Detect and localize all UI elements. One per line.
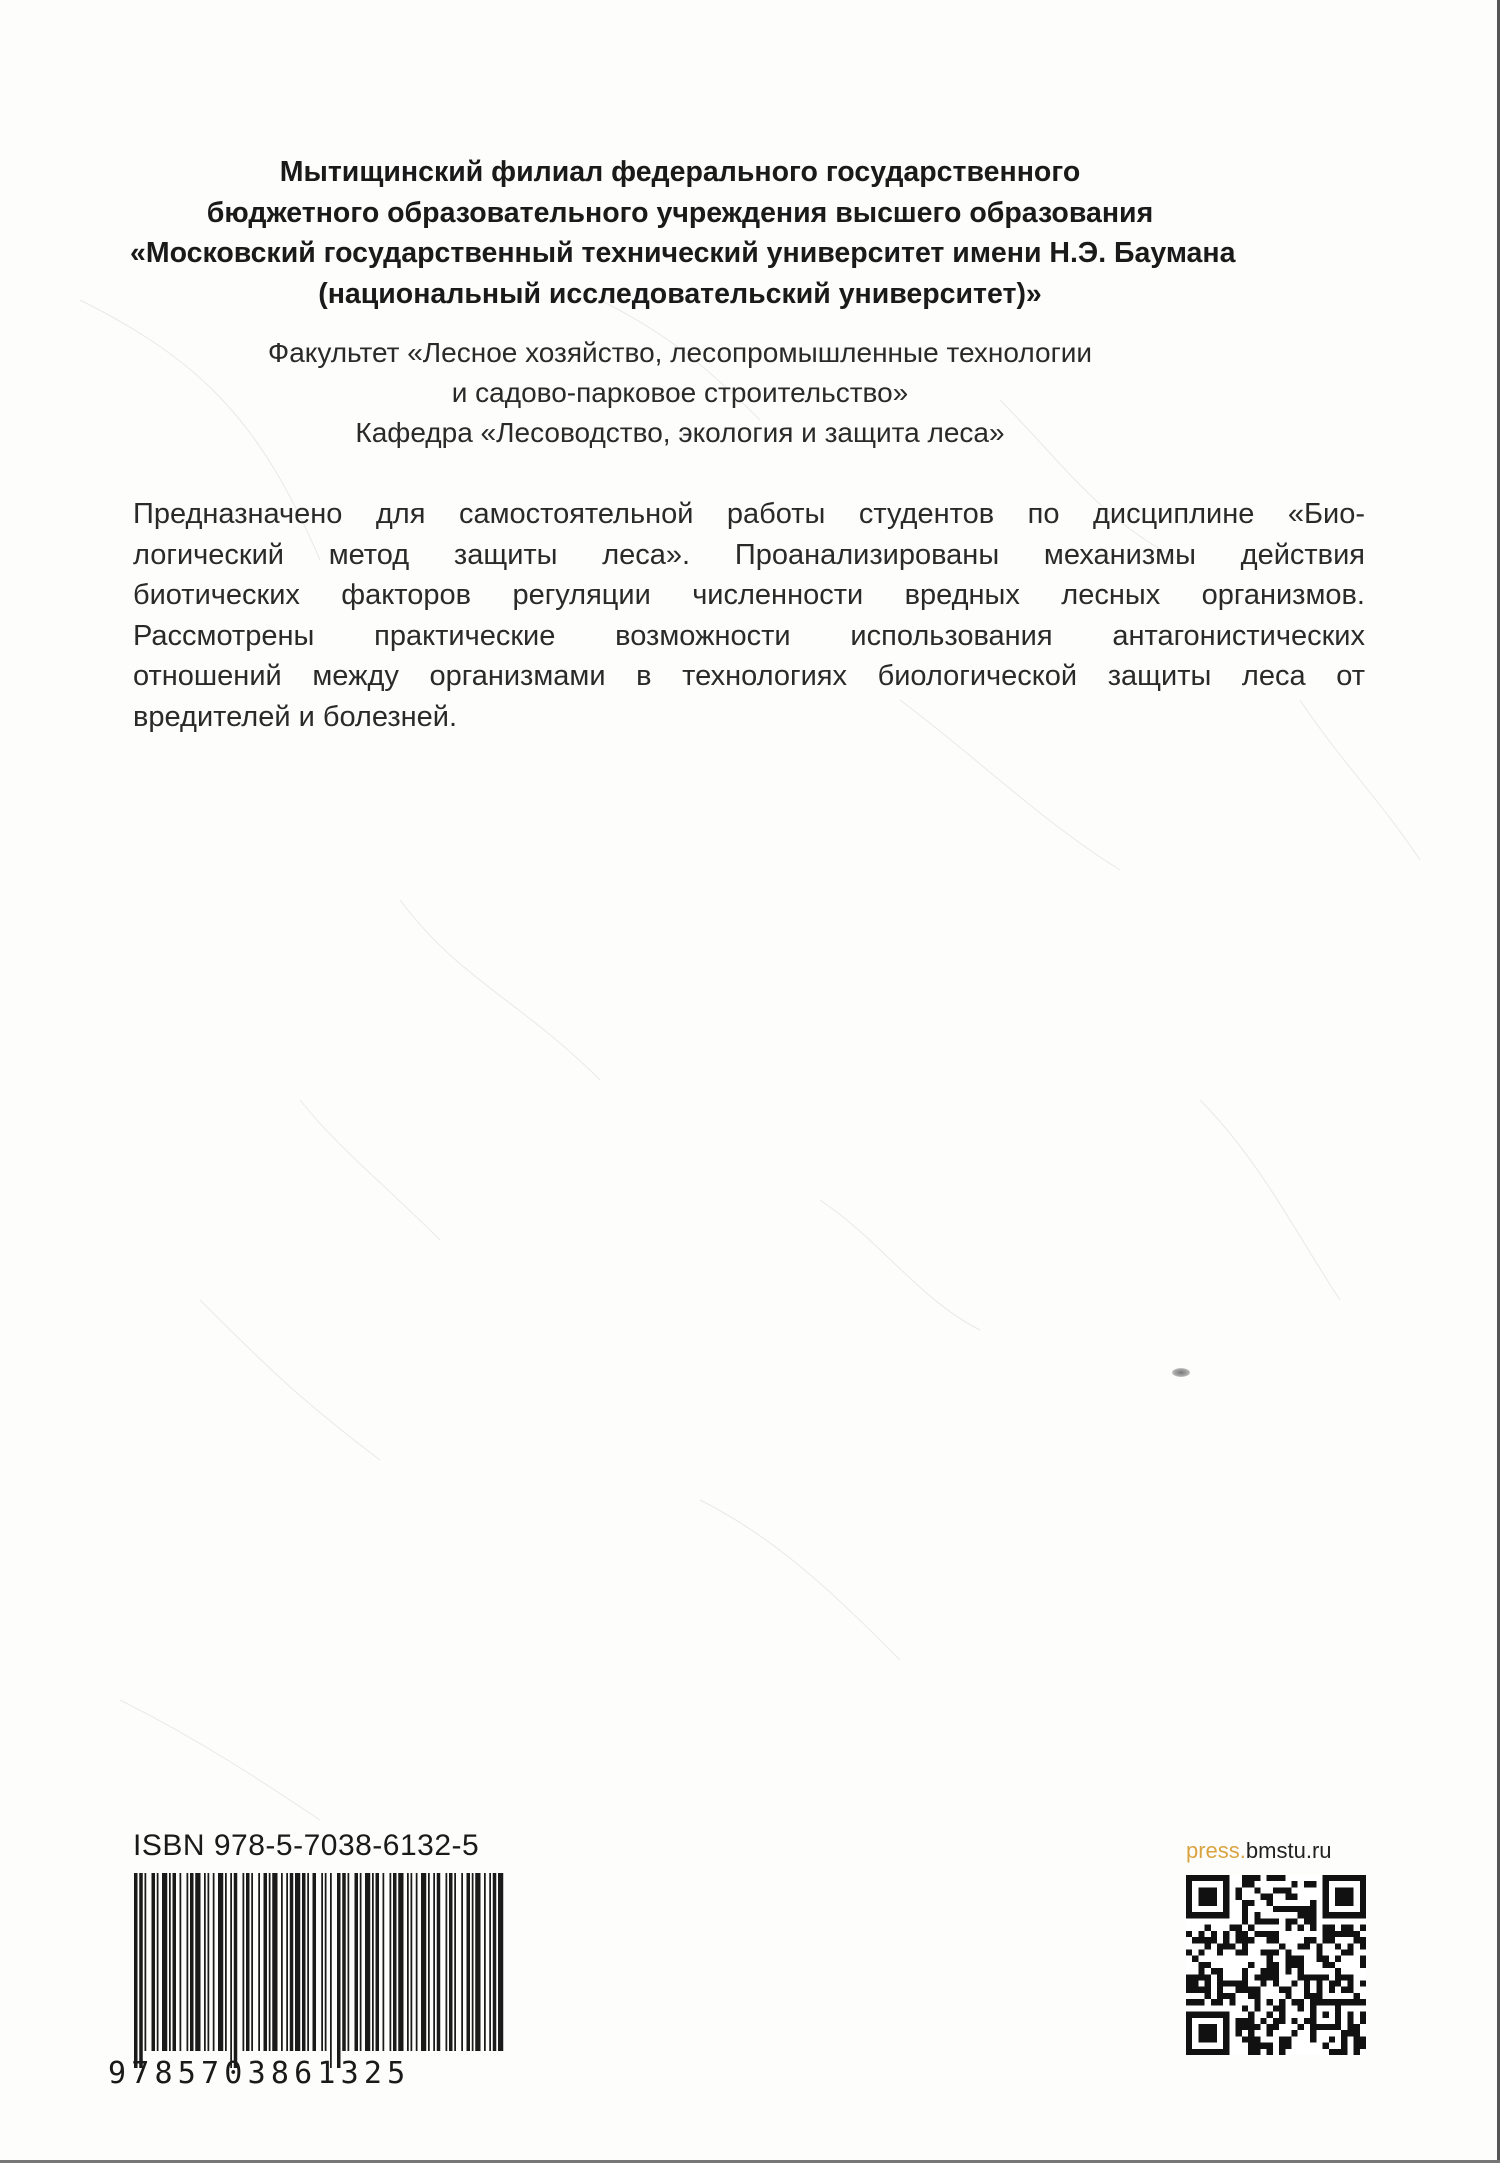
institution-header <box>130 152 1236 314</box>
header-line: (национальный исследовательский университет)» <box>318 277 1042 310</box>
barcode-digits: 9785703861325 <box>108 2056 411 2091</box>
isbn-label: ISBN 978-5-7038-6132-5 <box>133 1829 480 1862</box>
abstract-line: отношений между организмами в технологиях биологической защиты леса от <box>133 660 1365 692</box>
faculty-line: Факультет «Лесное хозяйство, лесопромышленные технологии <box>267 337 1093 368</box>
department-line: Кафедра «Лесоводство, экология и защита леса» <box>355 417 1005 448</box>
abstract-line: Рассмотрены практические возможности использования антагонистических <box>133 619 1365 652</box>
publisher-website[interactable] <box>1186 1838 1332 1864</box>
abstract-paragraph <box>133 494 1365 737</box>
barcode-icon <box>134 1873 504 2068</box>
abstract-line: вредителей и болезней. <box>133 700 458 733</box>
website-domain: bmstu.ru <box>1245 1838 1332 1863</box>
paper-speck <box>1172 1368 1190 1377</box>
faculty-info <box>130 333 1230 453</box>
faculty-line: и садово-парковое строительство» <box>451 377 909 408</box>
abstract-line: биотических факторов регуляции численности вредных лесных организмов. <box>133 579 1365 611</box>
header-line: Мытищинский филиал федерального государственного <box>279 156 1081 188</box>
header-line: бюджетного образовательного учреждения высшего образования <box>206 196 1154 229</box>
website-prefix: press. <box>1186 1838 1246 1863</box>
header-line: «Московский государственный технический университет имени Н.Э. Баумана <box>130 237 1236 269</box>
abstract-line: Предназначено для самостоятельной работы студентов по дисциплине «Био- <box>133 498 1365 530</box>
qr-code-icon[interactable] <box>1186 1875 1366 2055</box>
abstract-line: логический метод защиты леса». Проанализированы механизмы действия <box>133 538 1365 571</box>
